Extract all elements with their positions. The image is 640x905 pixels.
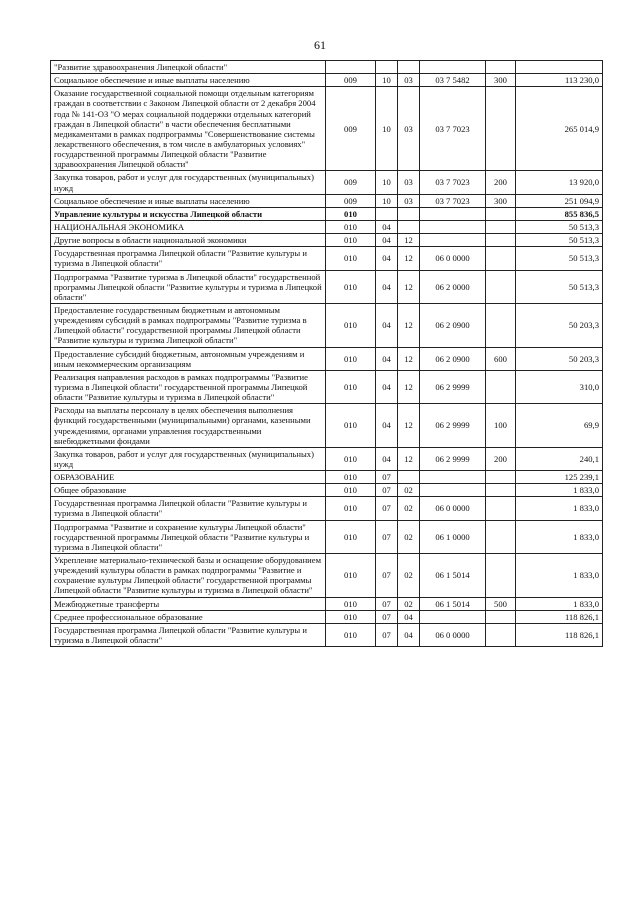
amount-cell: 855 836,5 [516,207,603,220]
expense-name-cell: Государственная программа Липецкой области "Развитие культуры и туризма в Липецкой области" [51,497,326,520]
table-row [51,234,603,247]
subsection-code-cell: 04 [398,610,420,623]
expense-name-cell: Государственная программа Липецкой области "Развитие культуры и туризма в Липецкой области" [51,623,326,646]
table-row [51,61,603,74]
subsection-code-cell: 02 [398,597,420,610]
section-code-cell: 07 [376,520,398,553]
expense-type-cell [486,623,516,646]
table-row [51,610,603,623]
expense-name-cell: Закупка товаров, работ и услуг для государственных (муниципальных) нужд [51,447,326,470]
budget-table [50,60,603,647]
table-row [51,484,603,497]
expense-type-cell: 500 [486,597,516,610]
subsection-code-cell: 12 [398,303,420,347]
subsection-code-cell: 03 [398,87,420,171]
expense-name-cell: Государственная программа Липецкой области "Развитие культуры и туризма в Липецкой области" [51,247,326,270]
target-article-cell: 06 2 0900 [420,303,486,347]
expense-name-cell: ОБРАЗОВАНИЕ [51,471,326,484]
amount-cell: 1 833,0 [516,497,603,520]
department-code-cell: 010 [326,404,376,448]
subsection-code-cell: 02 [398,554,420,598]
target-article-cell: 06 1 5014 [420,597,486,610]
section-code-cell: 04 [376,247,398,270]
amount-cell: 50 513,3 [516,220,603,233]
subsection-code-cell: 02 [398,484,420,497]
department-code-cell: 009 [326,87,376,171]
department-code-cell: 010 [326,303,376,347]
target-article-cell: 06 2 9999 [420,404,486,448]
table-row [51,74,603,87]
section-code-cell: 07 [376,623,398,646]
section-code-cell: 04 [376,303,398,347]
section-code-cell: 10 [376,171,398,194]
amount-cell: 125 239,1 [516,471,603,484]
subsection-code-cell: 12 [398,404,420,448]
expense-type-cell [486,370,516,403]
expense-name-cell: Межбюджетные трансферты [51,597,326,610]
expense-name-cell: Предоставление государственным бюджетным и автономным учреждениям субсидий в рамках подпрограммы "Развитие туризма в Липецкой области" государственной программы Липецкой области "Развитие культуры и туризма Липецкой области" [51,303,326,347]
amount-cell: 13 920,0 [516,171,603,194]
table-row [51,471,603,484]
department-code-cell: 010 [326,220,376,233]
expense-name-cell: Закупка товаров, работ и услуг для государственных (муниципальных) нужд [51,171,326,194]
amount-cell: 118 826,1 [516,610,603,623]
expense-type-cell [486,87,516,171]
expense-name-cell: Социальное обеспечение и иные выплаты населению [51,194,326,207]
expense-type-cell: 600 [486,347,516,370]
expense-name-cell: Другие вопросы в области национальной экономики [51,234,326,247]
table-row [51,370,603,403]
expense-type-cell [486,484,516,497]
target-article-cell: 03 7 7023 [420,171,486,194]
department-code-cell: 010 [326,247,376,270]
section-code-cell: 04 [376,220,398,233]
expense-type-cell [486,234,516,247]
table-row [51,404,603,448]
section-code-cell: 04 [376,234,398,247]
amount-cell: 265 014,9 [516,87,603,171]
expense-type-cell [486,247,516,270]
subsection-code-cell [398,471,420,484]
department-code-cell: 010 [326,270,376,303]
table-row [51,303,603,347]
target-article-cell: 06 2 0900 [420,347,486,370]
table-row [51,247,603,270]
department-code-cell: 010 [326,234,376,247]
target-article-cell: 06 0 0000 [420,623,486,646]
section-code-cell: 10 [376,74,398,87]
target-article-cell: 06 2 9999 [420,370,486,403]
section-code-cell: 07 [376,497,398,520]
amount-cell: 310,0 [516,370,603,403]
target-article-cell [420,471,486,484]
table-row [51,497,603,520]
subsection-code-cell: 03 [398,171,420,194]
department-code-cell: 010 [326,207,376,220]
table-row [51,194,603,207]
department-code-cell: 010 [326,471,376,484]
table-row [51,347,603,370]
subsection-code-cell: 12 [398,234,420,247]
amount-cell: 50 513,3 [516,234,603,247]
department-code-cell: 009 [326,74,376,87]
expense-type-cell [486,471,516,484]
amount-cell: 1 833,0 [516,520,603,553]
table-row [51,171,603,194]
expense-type-cell [486,61,516,74]
expense-name-cell: Укрепление материально-технической базы и оснащение оборудованием учреждений культуры области в рамках подпрограммы "Развитие и сохранение культуры Липецкой области" государственной программы Липецкой области "Развитие культуры и туризма в Липецкой области" [51,554,326,598]
expense-name-cell: "Развитие здравоохранения Липецкой области" [51,61,326,74]
department-code-cell: 010 [326,597,376,610]
expense-name-cell: Предоставление субсидий бюджетным, автономным учреждениям и иным некоммерческим организациям [51,347,326,370]
department-code-cell: 009 [326,171,376,194]
expense-type-cell: 300 [486,194,516,207]
department-code-cell: 010 [326,370,376,403]
amount-cell: 50 513,3 [516,247,603,270]
expense-name-cell: НАЦИОНАЛЬНАЯ ЭКОНОМИКА [51,220,326,233]
amount-cell [516,61,603,74]
table-row [51,220,603,233]
target-article-cell [420,610,486,623]
expense-type-cell [486,303,516,347]
expense-name-cell: Оказание государственной социальной помощи отдельным категориям граждан в соответствии с Законом Липецкой области от 2 декабря 2004 года № 141-ОЗ "О мерах социальной поддержки отдельных категорий граждан в Липецкой области" в части обеспечения бесплатными медикаментами в рамках подпрограммы "Совершенствование системы лекарственного обеспечения, в том числе в амбулаторных условиях" государственной программы Липецкой области "Развитие здравоохранения Липецкой области" [51,87,326,171]
table-row [51,554,603,598]
amount-cell: 113 230,0 [516,74,603,87]
expense-name-cell: Управление культуры и искусства Липецкой области [51,207,326,220]
expense-type-cell: 200 [486,171,516,194]
target-article-cell: 06 2 9999 [420,447,486,470]
target-article-cell [420,207,486,220]
expense-name-cell: Подпрограмма "Развитие и сохранение культуры Липецкой области" государственной программы Липецкой области "Развитие культуры и туризма в Липецкой области" [51,520,326,553]
section-code-cell [376,207,398,220]
expense-type-cell [486,610,516,623]
subsection-code-cell: 12 [398,247,420,270]
expense-name-cell: Реализация направления расходов в рамках подпрограммы "Развитие туризма в Липецкой области" государственной программы Липецкой области "Развитие культуры и туризма в Липецкой области" [51,370,326,403]
amount-cell: 1 833,0 [516,597,603,610]
amount-cell: 118 826,1 [516,623,603,646]
target-article-cell [420,220,486,233]
section-code-cell: 04 [376,270,398,303]
subsection-code-cell [398,207,420,220]
section-code-cell: 07 [376,610,398,623]
subsection-code-cell: 12 [398,370,420,403]
subsection-code-cell: 12 [398,447,420,470]
target-article-cell: 03 7 7023 [420,194,486,207]
table-row [51,270,603,303]
department-code-cell: 010 [326,447,376,470]
target-article-cell [420,234,486,247]
subsection-code-cell: 02 [398,520,420,553]
table-row [51,623,603,646]
section-code-cell: 10 [376,87,398,171]
department-code-cell: 010 [326,347,376,370]
target-article-cell: 03 7 5482 [420,74,486,87]
section-code-cell: 07 [376,484,398,497]
target-article-cell [420,484,486,497]
section-code-cell: 04 [376,347,398,370]
department-code-cell: 010 [326,484,376,497]
target-article-cell: 06 1 5014 [420,554,486,598]
expense-type-cell [486,497,516,520]
amount-cell: 240,1 [516,447,603,470]
department-code-cell: 010 [326,610,376,623]
expense-type-cell [486,520,516,553]
expense-name-cell: Расходы на выплаты персоналу в целях обеспечения выполнения функций государственными (муниципальными) органами, казенными учреждениями, органами управления государственными внебюджетными фондами [51,404,326,448]
expense-name-cell: Подпрограмма "Развитие туризма в Липецкой области" государственной программы Липецкой области "Развитие культуры и туризма в Липецкой области" [51,270,326,303]
section-code-cell: 04 [376,447,398,470]
section-code-cell [376,61,398,74]
target-article-cell: 06 1 0000 [420,520,486,553]
department-code-cell: 010 [326,623,376,646]
section-code-cell: 04 [376,370,398,403]
amount-cell: 69,9 [516,404,603,448]
expense-type-cell [486,554,516,598]
expense-type-cell [486,270,516,303]
subsection-code-cell: 02 [398,497,420,520]
department-code-cell [326,61,376,74]
department-code-cell: 010 [326,520,376,553]
table-row [51,207,603,220]
subsection-code-cell [398,220,420,233]
subsection-code-cell [398,61,420,74]
expense-type-cell: 100 [486,404,516,448]
section-code-cell: 04 [376,404,398,448]
department-code-cell: 009 [326,194,376,207]
department-code-cell: 010 [326,554,376,598]
subsection-code-cell: 12 [398,347,420,370]
target-article-cell: 06 2 0000 [420,270,486,303]
amount-cell: 1 833,0 [516,554,603,598]
expense-name-cell: Социальное обеспечение и иные выплаты населению [51,74,326,87]
section-code-cell: 10 [376,194,398,207]
amount-cell: 50 203,3 [516,347,603,370]
section-code-cell: 07 [376,597,398,610]
expense-type-cell [486,220,516,233]
table-row [51,87,603,171]
table-row [51,597,603,610]
subsection-code-cell: 03 [398,194,420,207]
department-code-cell: 010 [326,497,376,520]
target-article-cell [420,61,486,74]
expense-type-cell: 300 [486,74,516,87]
target-article-cell: 06 0 0000 [420,247,486,270]
expense-type-cell: 200 [486,447,516,470]
amount-cell: 50 203,3 [516,303,603,347]
section-code-cell: 07 [376,554,398,598]
expense-name-cell: Общее образование [51,484,326,497]
amount-cell: 1 833,0 [516,484,603,497]
table-row [51,520,603,553]
page-number: 61 [314,38,326,52]
section-code-cell: 07 [376,471,398,484]
budget-rows [51,61,603,647]
amount-cell: 50 513,3 [516,270,603,303]
table-row [51,447,603,470]
subsection-code-cell: 12 [398,270,420,303]
subsection-code-cell: 04 [398,623,420,646]
target-article-cell: 03 7 7023 [420,87,486,171]
subsection-code-cell: 03 [398,74,420,87]
target-article-cell: 06 0 0000 [420,497,486,520]
expense-type-cell [486,207,516,220]
amount-cell: 251 094,9 [516,194,603,207]
expense-name-cell: Среднее профессиональное образование [51,610,326,623]
